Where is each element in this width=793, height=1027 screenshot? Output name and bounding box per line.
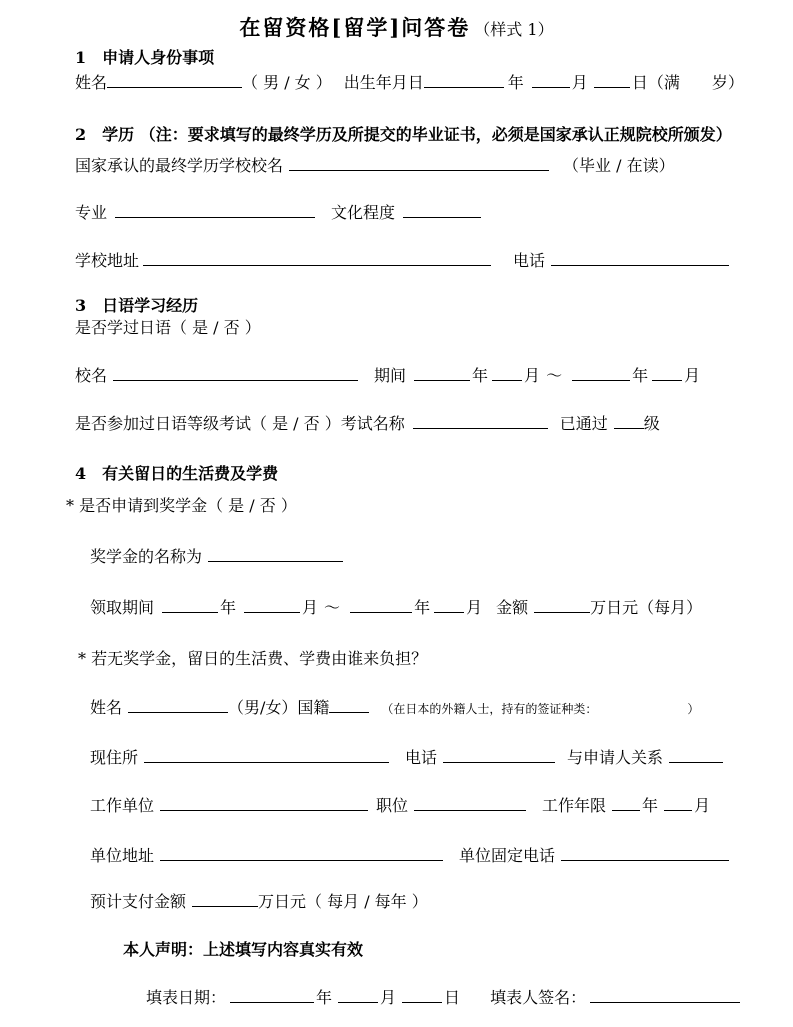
amount-blank[interactable] [534,611,590,613]
receive-end-year-suffix: 年 [414,598,431,617]
section3-heading-text: 3 日语学习经历 [75,296,199,315]
employer-blank[interactable] [160,809,368,811]
section2-heading [75,122,732,145]
relation-blank[interactable] [669,761,723,763]
sponsor-nationality-blank[interactable] [329,711,369,713]
form-title-row [0,12,793,42]
signature-blank[interactable] [590,1001,740,1003]
section4-heading-text: 4 有关留日的生活费及学费 [75,464,279,483]
form-date-year-blank[interactable] [230,1001,314,1003]
form-date-month-suffix: 月 [380,988,397,1007]
birth-month-blank[interactable] [532,86,570,88]
receive-period-label: 领取期间 [90,598,155,617]
form-type-label: （样式 1） [474,20,554,39]
major-label: 专业 [75,203,108,222]
applicant-name-label: 姓名 [75,73,108,92]
sponsor-question: * 若无奖学金，留日的生活费、学费由谁来负担？ [78,649,428,668]
major-blank[interactable] [115,216,315,218]
study-period-label: 期间 [374,366,407,385]
sponsor-name-label: 姓名 [90,698,123,717]
sponsor-address-label: 现住所 [90,748,139,767]
payment-row [90,889,428,912]
employer-phone-label: 单位固定电话 [459,846,556,865]
employer-address-label: 单位地址 [90,846,155,865]
receive-start-month-blank[interactable] [244,611,300,613]
graduation-status: （毕业 / 在读） [563,156,675,175]
period-start-month-suffix: 月 [524,366,541,385]
employer-address-row [90,843,729,866]
work-months-blank[interactable] [664,809,692,811]
form-date-year-suffix: 年 [316,988,333,1007]
applicant-name-blank[interactable] [107,86,242,88]
jlpt-row [75,411,660,434]
gender-choice: （ 男 / 女 ） [242,73,332,92]
education-level-blank[interactable] [403,216,481,218]
studied-japanese-question: 是否学过日语（ 是 / 否 ） [75,318,261,337]
jp-school-blank[interactable] [113,379,358,381]
birthdate-label: 出生年月日 [343,73,424,92]
education-level-label: 文化程度 [331,203,396,222]
payment-amount-label: 预计支付金额 [90,892,187,911]
birth-year-suffix: 年 [507,73,524,92]
applicant-identity-row [75,70,744,93]
signature-label: 填表人签名： [490,988,587,1007]
section3-heading [75,293,198,316]
position-blank[interactable] [414,809,526,811]
sponsor-name-blank[interactable] [128,711,228,713]
scholarship-name-blank[interactable] [208,560,343,562]
scholarship-question-row [66,493,297,516]
section4-heading [75,461,278,484]
period-end-month-suffix: 月 [684,366,701,385]
visa-type-note: （在日本的外籍人士，持有的签证种类： ） [381,702,700,716]
japanese-school-row [75,363,700,386]
school-address-row [75,248,729,271]
school-phone-blank[interactable] [551,264,729,266]
period-start-year-suffix: 年 [472,366,489,385]
amount-label: 金额 [496,598,529,617]
school-address-blank[interactable] [143,264,491,266]
employer-address-blank[interactable] [160,859,443,861]
period-end-year-blank[interactable] [572,379,630,381]
sponsor-phone-blank[interactable] [443,761,555,763]
studied-japanese-row [75,315,261,338]
receive-period-tilde: ～ [324,598,341,617]
work-years-suffix: 年 [642,796,659,815]
sponsor-address-row [90,745,723,768]
work-years-blank[interactable] [612,809,640,811]
work-months-suffix: 月 [694,796,711,815]
form-date-day-blank[interactable] [402,1001,442,1003]
passed-level-blank[interactable] [614,427,644,429]
sponsor-gender-nationality: （男/女）国籍 [228,698,330,717]
sponsor-name-row [90,695,699,718]
school-address-label: 学校地址 [75,251,140,270]
payment-unit: 万日元（ 每月 / 每年 ） [258,892,428,911]
period-end-month-blank[interactable] [652,379,682,381]
sponsor-address-blank[interactable] [144,761,389,763]
receive-end-month-suffix: 月 [466,598,483,617]
birth-day-blank[interactable] [594,86,630,88]
scholarship-name-row [90,544,343,567]
passed-label: 已通过 [559,414,608,433]
form-date-month-blank[interactable] [338,1001,378,1003]
receive-end-year-blank[interactable] [350,611,412,613]
form-date-row [146,985,740,1008]
school-phone-label: 电话 [513,251,546,270]
jlpt-question: 是否参加过日语等级考试（ 是 / 否 ）考试名称 [75,414,405,433]
period-start-month-blank[interactable] [492,379,522,381]
final-school-blank[interactable] [289,169,549,171]
receive-period-row [90,595,702,618]
birth-day-age-suffix: 日（满 岁） [631,73,744,92]
receive-end-month-blank[interactable] [434,611,464,613]
receive-start-year-suffix: 年 [220,598,237,617]
birth-month-suffix: 月 [571,73,588,92]
relation-label: 与申请人关系 [567,748,664,767]
section1-heading-text: 1 申请人身份事项 [75,48,215,67]
final-school-row [75,153,675,176]
period-end-year-suffix: 年 [632,366,649,385]
sponsor-question-row [78,646,427,669]
section1-heading [75,45,214,68]
sponsor-phone-label: 电话 [405,748,438,767]
declaration-statement: 本人声明：上述填写内容真实有效 [123,940,364,959]
employer-phone-blank[interactable] [561,859,729,861]
major-row [75,200,481,223]
payment-amount-blank[interactable] [192,905,258,907]
scholarship-question: * 是否申请到奖学金（ 是 / 否 ） [66,496,297,515]
receive-start-year-blank[interactable] [162,611,218,613]
final-school-label: 国家承认的最终学历学校校名 [75,156,284,175]
jp-school-label: 校名 [75,366,108,385]
birth-year-blank[interactable] [424,86,504,88]
position-label: 职位 [376,796,409,815]
receive-start-month-suffix: 月 [302,598,319,617]
form-date-label: 填表日期： [146,988,227,1007]
level-suffix: 级 [643,414,660,433]
form-date-day-suffix: 日 [444,988,461,1007]
employer-row [90,793,710,816]
scholarship-name-label: 奖学金的名称为 [90,547,203,566]
declaration-row [123,937,363,960]
work-years-label: 工作年限 [542,796,607,815]
employer-label: 工作单位 [90,796,155,815]
amount-unit: 万日元（每月） [590,598,703,617]
period-tilde: ～ [546,366,563,385]
period-start-year-blank[interactable] [414,379,470,381]
section2-heading-text: 2 学历 （注：要求填写的最终学历及所提交的毕业证书，必须是国家承认正规院校所颁发） [75,125,732,144]
form-title: 在留资格[留学]问答卷 [239,15,471,40]
exam-name-blank[interactable] [413,427,548,429]
